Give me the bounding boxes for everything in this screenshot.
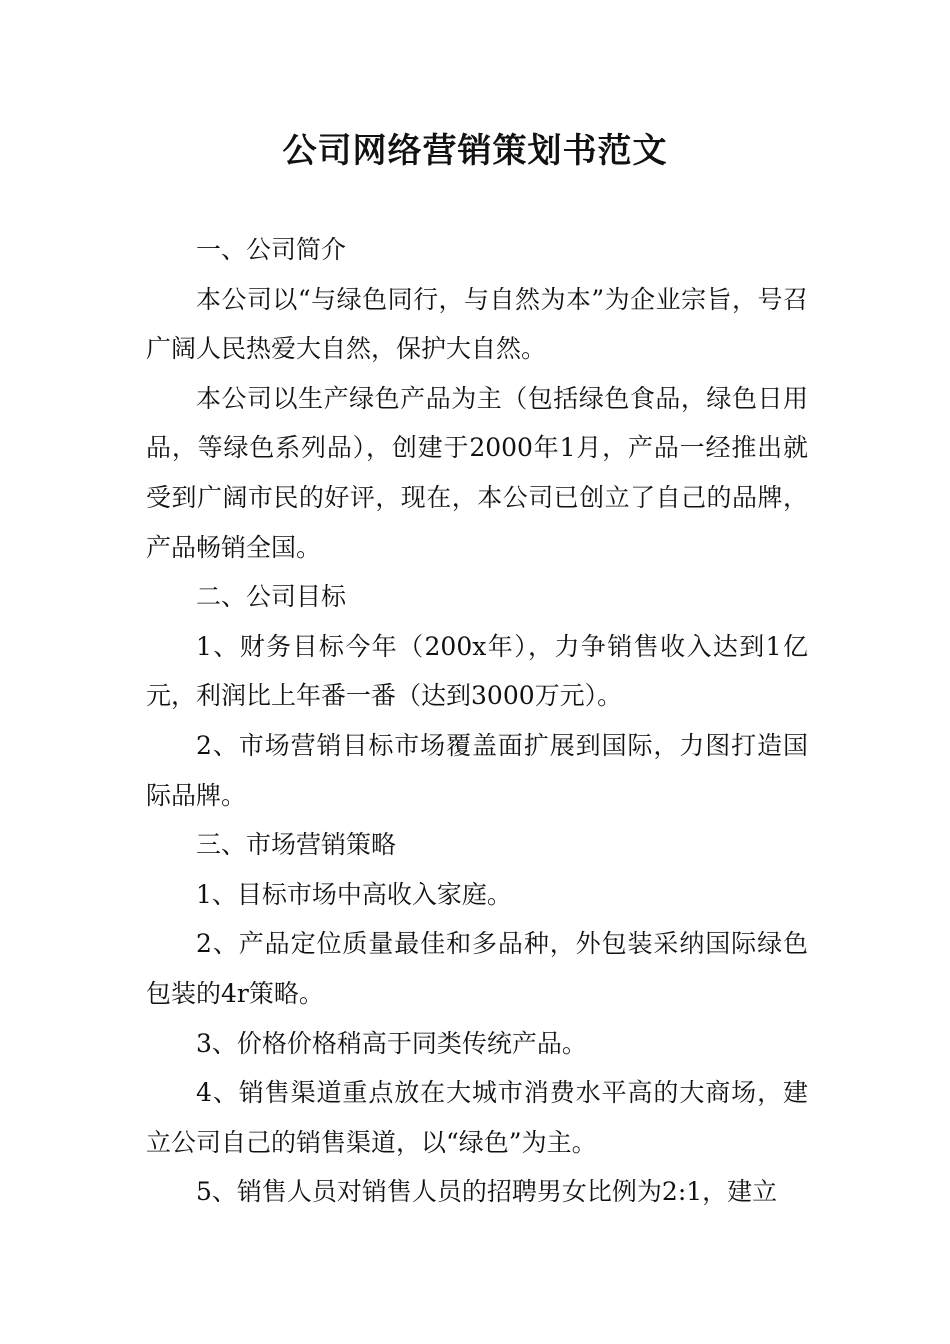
section-heading-marketing-strategy: 三、市场营销策略 bbox=[196, 830, 397, 860]
section-heading-company-intro: 一、公司简介 bbox=[196, 235, 347, 264]
list-item: 1、财务目标今年（200x年），力争销售收入达到1亿元，利润比上年番一番（达到3000万元）。 bbox=[146, 631, 808, 711]
list-item: 1、目标市场中高收入家庭。 bbox=[196, 879, 512, 909]
list-item: 2、市场营销目标市场覆盖面扩展到国际，力图打造国际品牌。 bbox=[146, 730, 808, 810]
list-item: 5、销售人员对销售人员的招聘男女比例为2:1，建立 bbox=[196, 1177, 778, 1207]
section-heading-company-goals: 二、公司目标 bbox=[196, 582, 347, 612]
document-title: 公司网络营销策划书范文 bbox=[282, 131, 668, 171]
document-body bbox=[146, 225, 808, 1217]
paragraph: 本公司以“与绿色同行，与自然为本”为企业宗旨，号召广阔人民热爱大自然，保护大自然。 bbox=[146, 284, 808, 364]
list-item: 3、价格价格稍高于同类传统产品。 bbox=[196, 1028, 587, 1058]
list-item: 2、产品定位质量最佳和多品种，外包装采纳国际绿色包装的4r策略。 bbox=[146, 929, 808, 1008]
paragraph: 本公司以生产绿色产品为主（包括绿色食品，绿色日用品，等绿色系列品），创建于2000年1月，产品一经推出就受到广阔市民的好评，现在，本公司已创立了自己的品牌，产品畅销全国。 bbox=[146, 383, 808, 562]
list-item: 4、销售渠道重点放在大城市消费水平高的大商场，建立公司自己的销售渠道，以“绿色”为主。 bbox=[146, 1078, 808, 1157]
